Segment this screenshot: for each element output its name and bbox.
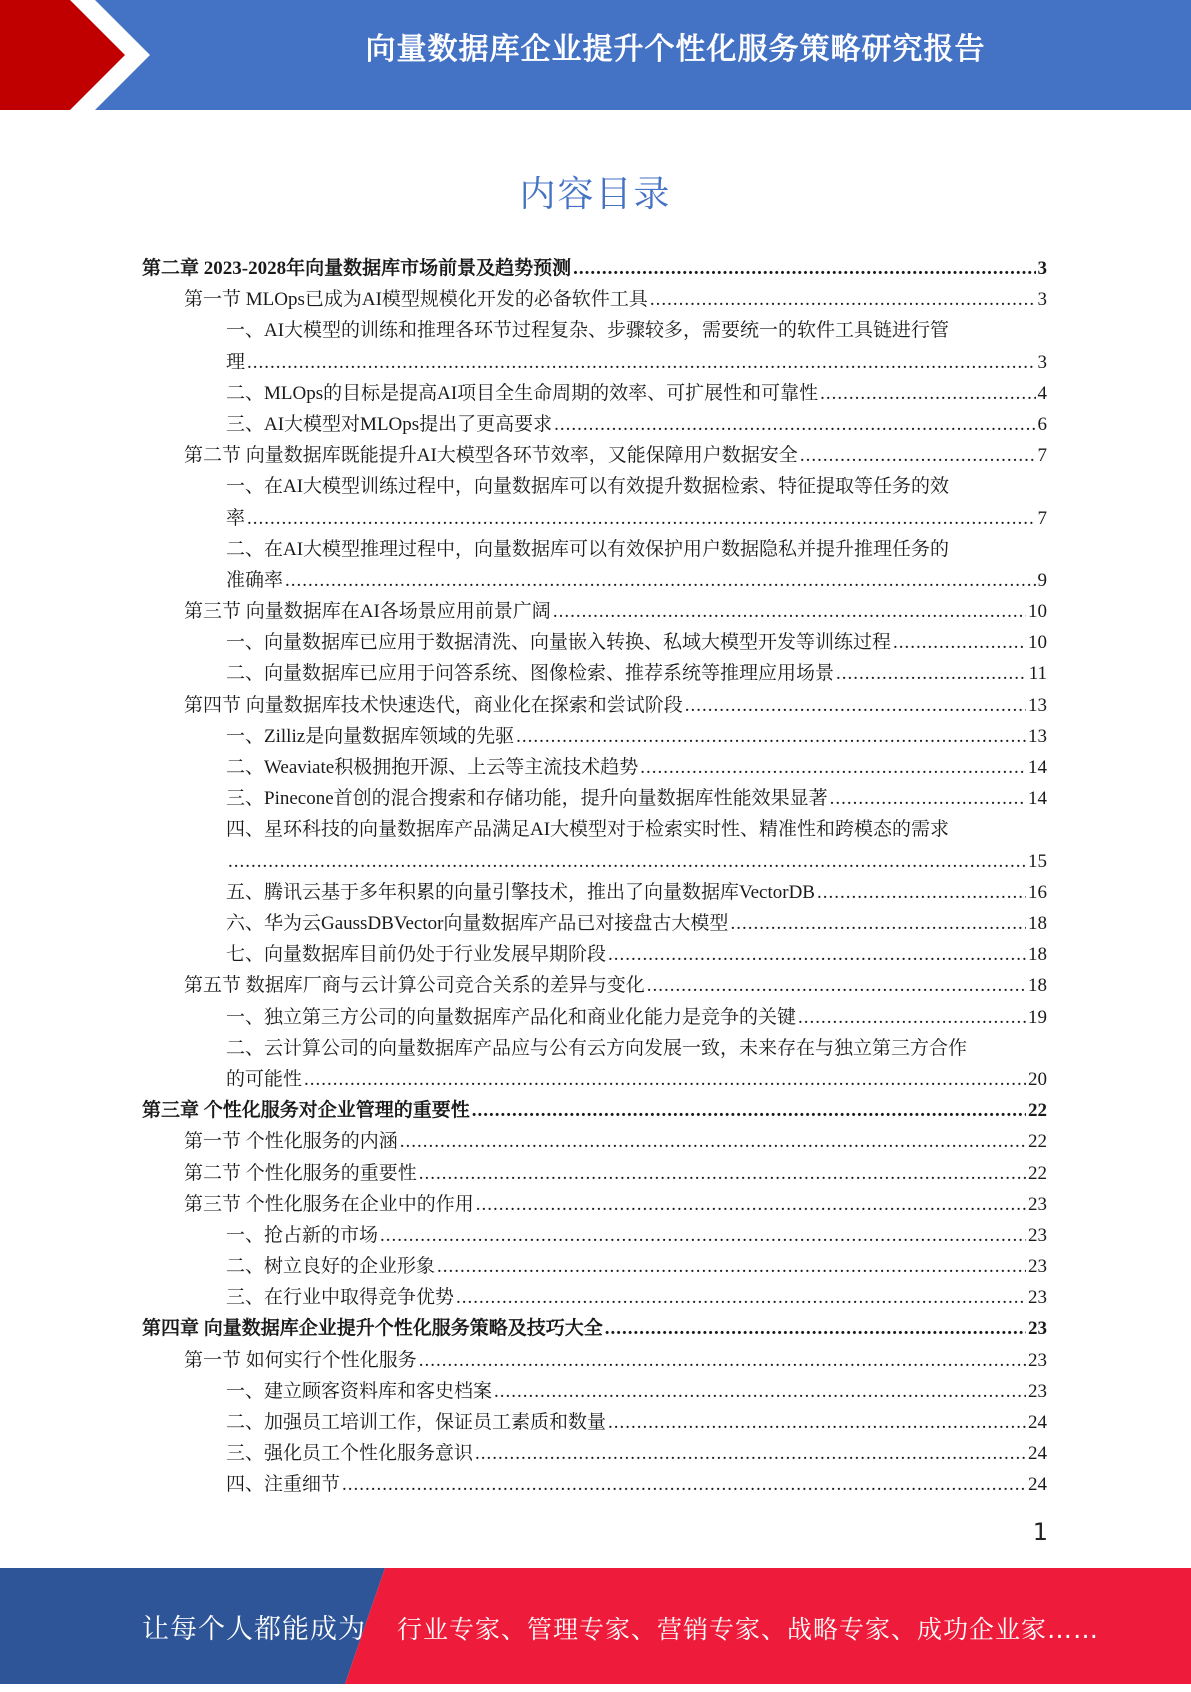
toc-entry-title: 第四章 向量数据库企业提升个性化服务策略及技巧大全 [142, 1318, 603, 1340]
toc-entry-page: 9 [1037, 569, 1047, 591]
toc-leader-dots [554, 409, 1035, 440]
toc-entry-title: 一、独立第三方公司的向量数据库产品化和商业化能力是竞争的关键 [226, 1006, 797, 1028]
toc-entry-page: 15 [1028, 850, 1047, 872]
toc-entry-title: 三、强化员工个性化服务意识 [226, 1443, 474, 1465]
toc-entry-page: 10 [1028, 601, 1047, 623]
toc-entry-page: 24 [1028, 1474, 1047, 1496]
toc-entry-title: 三、Pinecone首创的混合搜索和存储功能，提升向量数据库性能效果显著 [226, 788, 828, 810]
toc-entry-page: 3 [1037, 258, 1047, 279]
toc-entry-title: 一、在AI大模型训练过程中，向量数据库可以有效提升数据检索、特征提取等任务的效 [226, 476, 950, 498]
toc-entry[interactable] [142, 1469, 1047, 1500]
toc-entry-title: 一、AI大模型的训练和推理各环节过程复杂、步骤较多，需要统一的软件工具链进行管 [226, 320, 950, 342]
report-title: 向量数据库企业提升个性化服务策略研究报告 [365, 32, 986, 67]
toc-entry-title: 第五节 数据库厂商与云计算公司竞合关系的差异与变化 [184, 975, 645, 997]
toc-entry[interactable] [142, 690, 1047, 721]
toc-entry-page: 14 [1028, 757, 1047, 779]
toc-entry-page: 16 [1028, 881, 1047, 903]
toc-leader-dots [247, 347, 1035, 378]
toc-leader-dots [419, 1345, 1026, 1376]
toc-leader-dots [608, 939, 1026, 970]
toc-leader-dots [608, 1407, 1026, 1438]
toc-entry-page: 24 [1028, 1443, 1047, 1465]
toc-leader-dots [419, 1158, 1026, 1189]
footer-slogan-left: 让每个人都能成为 [142, 1614, 366, 1645]
toc-entry-page: 24 [1028, 1412, 1047, 1434]
toc-entry[interactable] [142, 1407, 1047, 1438]
table-of-contents [142, 253, 1047, 1501]
toc-entry-page: 6 [1037, 413, 1047, 435]
toc-entry-page: 7 [1037, 445, 1047, 467]
toc-entry-page: 23 [1028, 1193, 1047, 1215]
toc-entry-page: 20 [1028, 1068, 1047, 1090]
toc-entry-title: 第一节 个性化服务的内涵 [184, 1131, 398, 1153]
toc-leader-dots [893, 627, 1026, 658]
toc-entry-title: 二、向量数据库已应用于问答系统、图像检索、推荐系统等推理应用场景 [226, 663, 835, 685]
toc-entry-page: 10 [1028, 632, 1047, 654]
toc-entry-title: 二、在AI大模型推理过程中，向量数据库可以有效保护用户数据隐私并提升推理任务的 [226, 538, 950, 560]
toc-leader-dots [800, 440, 1036, 471]
toc-leader-dots [650, 284, 1036, 315]
toc-heading: 内容目录 [519, 174, 672, 215]
toc-entry-page: 23 [1028, 1380, 1047, 1402]
toc-entry[interactable] [142, 253, 1047, 284]
toc-leader-dots [640, 752, 1026, 783]
toc-leader-dots [730, 908, 1026, 939]
toc-leader-dots [685, 690, 1026, 721]
toc-leader-dots [553, 596, 1026, 627]
toc-entry[interactable] [142, 1158, 1047, 1189]
toc-entry-page: 23 [1028, 1318, 1047, 1340]
toc-entry-title: 第二节 向量数据库既能提升AI大模型各环节效率，又能保障用户数据安全 [184, 445, 798, 467]
toc-entry-page: 3 [1037, 351, 1047, 373]
toc-entry-page: 14 [1028, 788, 1047, 810]
toc-entry-title: 第三节 个性化服务在企业中的作用 [184, 1193, 474, 1215]
toc-entry-page: 7 [1037, 507, 1047, 529]
toc-leader-dots [228, 846, 1026, 877]
toc-entry[interactable] [142, 1282, 1047, 1313]
toc-entry[interactable] [142, 440, 1047, 471]
toc-entry-title: 第一节 MLOps已成为AI模型规模化开发的必备软件工具 [184, 289, 648, 311]
toc-entry-title: 二、MLOps的目标是提高AI项目全生命周期的效率、可扩展性和可靠性 [226, 382, 819, 404]
toc-leader-dots [285, 565, 1035, 596]
toc-leader-dots [437, 1251, 1026, 1282]
toc-entry-page: 18 [1028, 944, 1047, 966]
toc-entry-title: 二、树立良好的企业形象 [226, 1256, 436, 1278]
toc-leader-dots [798, 1002, 1026, 1033]
toc-entry[interactable] [142, 1095, 1047, 1126]
toc-leader-dots [494, 1376, 1026, 1407]
toc-leader-dots [472, 1095, 1026, 1126]
toc-leader-dots [605, 1313, 1026, 1344]
toc-entry-title: 一、抢占新的市场 [226, 1224, 379, 1246]
toc-entry[interactable] [142, 627, 1047, 658]
toc-entry-page: 13 [1028, 694, 1047, 716]
toc-entry-page: 22 [1028, 1162, 1047, 1184]
toc-entry[interactable] [142, 284, 1047, 315]
toc-entry-page: 19 [1028, 1006, 1047, 1028]
toc-leader-dots [820, 378, 1035, 409]
toc-entry[interactable] [142, 939, 1047, 970]
toc-entry-page: 23 [1028, 1256, 1047, 1278]
toc-entry[interactable] [142, 409, 1047, 440]
footer-slogan-right: 行业专家、管理专家、营销专家、战略专家、成功企业家…… [397, 1615, 1100, 1644]
toc-leader-dots [516, 721, 1026, 752]
toc-entry-title: 一、向量数据库已应用于数据清洗、向量嵌入转换、私域大模型开发等训练过程 [226, 632, 892, 654]
toc-leader-dots [380, 1220, 1026, 1251]
toc-entry[interactable] [142, 783, 1047, 814]
toc-entry-title: 一、Zilliz是向量数据库领域的先驱 [226, 725, 515, 747]
toc-entry[interactable] [142, 877, 1047, 908]
toc-leader-dots [830, 783, 1026, 814]
toc-entry-title: 五、腾讯云基于多年积累的向量引擎技术，推出了向量数据库VectorDB [226, 881, 815, 903]
toc-entry-title: 四、注重细节 [226, 1474, 341, 1496]
toc-entry[interactable] [142, 1189, 1047, 1220]
toc-entry-title: 准确率 [226, 569, 284, 591]
toc-leader-dots [304, 1064, 1026, 1095]
toc-entry-title: 第二节 个性化服务的重要性 [184, 1162, 417, 1184]
toc-entry[interactable] [142, 534, 1047, 596]
toc-entry[interactable] [142, 721, 1047, 752]
toc-leader-dots [647, 970, 1026, 1001]
toc-entry-page: 4 [1037, 382, 1047, 404]
toc-entry-title: 三、AI大模型对MLOps提出了更高要求 [226, 413, 553, 435]
toc-entry-title: 第一节 如何实行个性化服务 [184, 1349, 417, 1371]
toc-entry-page: 18 [1028, 913, 1047, 934]
toc-entry-title: 第四节 向量数据库技术快速迭代，商业化在探索和尝试阶段 [184, 694, 683, 716]
toc-entry-page: 22 [1028, 1100, 1047, 1122]
toc-entry[interactable] [142, 752, 1047, 783]
toc-entry-title: 第三章 个性化服务对企业管理的重要性 [142, 1100, 470, 1122]
toc-leader-dots [476, 1189, 1026, 1220]
toc-entry[interactable] [142, 908, 1047, 939]
toc-entry-title: 率 [226, 507, 246, 529]
toc-entry[interactable] [142, 1002, 1047, 1033]
toc-entry-title: 理 [226, 351, 246, 373]
toc-leader-dots [573, 253, 1035, 284]
footer-banner [0, 1568, 1191, 1684]
toc-leader-dots [247, 503, 1035, 534]
toc-leader-dots [836, 658, 1027, 689]
toc-entry[interactable] [142, 596, 1047, 627]
toc-entry-title: 一、建立顾客资料库和客史档案 [226, 1380, 493, 1402]
toc-entry[interactable] [142, 1345, 1047, 1376]
toc-entry-page: 13 [1028, 725, 1047, 747]
toc-entry[interactable] [142, 1251, 1047, 1282]
toc-entry-title: 二、云计算公司的向量数据库产品应与公有云方向发展一致，未来存在与独立第三方合作 [226, 1037, 968, 1059]
toc-entry[interactable] [142, 1220, 1047, 1251]
toc-entry[interactable] [142, 658, 1047, 689]
toc-entry-page: 22 [1028, 1131, 1047, 1153]
toc-entry[interactable] [142, 1438, 1047, 1469]
toc-entry-page: 23 [1028, 1349, 1047, 1371]
toc-entry[interactable] [142, 1033, 1047, 1095]
toc-entry[interactable] [142, 814, 1047, 876]
page-number: 1 [1032, 1518, 1048, 1546]
header-banner [0, 0, 1191, 110]
toc-leader-dots [400, 1126, 1026, 1157]
toc-entry-page: 3 [1037, 289, 1047, 311]
toc-entry-title: 二、加强员工培训工作，保证员工素质和数量 [226, 1412, 607, 1434]
toc-entry[interactable] [142, 1376, 1047, 1407]
toc-entry[interactable] [142, 1313, 1047, 1344]
toc-entry-title: 七、向量数据库目前仍处于行业发展早期阶段 [226, 944, 607, 966]
toc-entry[interactable] [142, 1126, 1047, 1157]
toc-leader-dots [342, 1469, 1026, 1500]
toc-entry-title: 第二章 2023-2028年向量数据库市场前景及趋势预测 [142, 258, 572, 279]
toc-entry-page: 11 [1028, 663, 1047, 685]
toc-entry[interactable] [142, 471, 1047, 533]
toc-entry-page: 18 [1028, 975, 1047, 997]
toc-entry[interactable] [142, 970, 1047, 1001]
toc-leader-dots [456, 1282, 1026, 1313]
toc-entry-page: 23 [1028, 1224, 1047, 1246]
toc-entry-title: 二、Weaviate积极拥抱开源、上云等主流技术趋势 [226, 757, 639, 779]
toc-entry-title: 的可能性 [226, 1068, 303, 1090]
toc-entry[interactable] [142, 315, 1047, 377]
toc-entry-title: 六、华为云GaussDBVector向量数据库产品已对接盘古大模型 [226, 913, 729, 934]
toc-leader-dots [817, 877, 1026, 908]
toc-entry[interactable] [142, 378, 1047, 409]
toc-leader-dots [475, 1438, 1026, 1469]
toc-entry-title: 三、在行业中取得竞争优势 [226, 1287, 455, 1309]
toc-entry-title: 第三节 向量数据库在AI各场景应用前景广阔 [184, 601, 551, 623]
toc-entry-page: 23 [1028, 1287, 1047, 1309]
toc-entry-title: 四、星环科技的向量数据库产品满足AI大模型对于检索实时性、精准性和跨模态的需求 [226, 819, 950, 841]
